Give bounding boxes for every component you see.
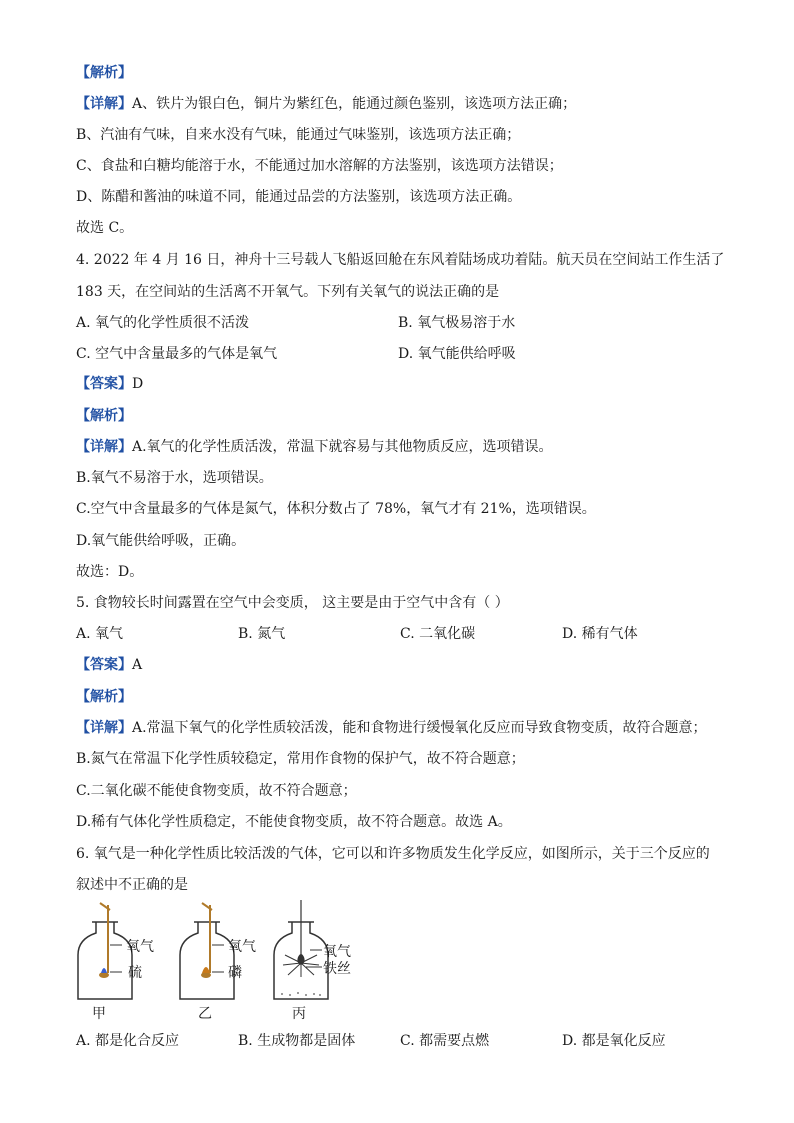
q6-option-c: C. 都需要点燃 <box>400 1033 490 1049</box>
q6-option-a: A. 都是化合反应 <box>76 1033 180 1049</box>
phosphorus-flame <box>202 967 210 973</box>
jia-gas-label: 氧气 <box>126 939 154 955</box>
detail-line: 【详解】A.常温下氧气的化学性质较活泼，能和食物进行缓慢氧化反应而导致食物变质，故符合题意； <box>76 720 707 736</box>
yi-name-label: 乙 <box>198 1006 212 1022</box>
analysis-heading: 【解析】 <box>76 689 132 705</box>
detail-line: D.氧气能供给呼吸，正确。 <box>76 533 246 549</box>
sand-layer <box>281 992 321 996</box>
bing-name-label: 丙 <box>292 1006 306 1022</box>
flask-yi <box>180 922 234 999</box>
answer-line: 【答案】D <box>76 376 144 392</box>
question-4-stem: 4. 2022 年 4 月 16 日，神舟十三号载人飞船返回舱在东风着陆场成功着陆。航天员在空间站工作生活了 <box>76 252 725 268</box>
q6-option-b: B. 生成物都是固体 <box>238 1033 356 1049</box>
q5-option-d: D. 稀有气体 <box>562 626 638 642</box>
yi-substance-label: 磷 <box>228 965 242 981</box>
q6-option-d: D. 都是氧化反应 <box>562 1033 666 1049</box>
q4-option-c: C. 空气中含量最多的气体是氧气 <box>76 346 278 362</box>
detail-line: B、汽油有气味，自来水没有气味，能通过气味鉴别，该选项方法正确； <box>76 127 521 143</box>
detail-line: D.稀有气体化学性质稳定，不能使食物变质，故不符合题意。故选 A。 <box>76 814 512 830</box>
analysis-heading: 【解析】 <box>76 408 132 424</box>
detail-line: C.二氧化碳不能使食物变质，故不符合题意； <box>76 783 357 799</box>
detail-line: B.氮气在常温下化学性质较稳定，常用作食物的保护气，故不符合题意； <box>76 751 525 767</box>
sulfur-flame <box>101 968 107 973</box>
question-4-stem-cont: 183 天，在空间站的生活离不开氧气。下列有关氧气的说法正确的是 <box>76 284 500 300</box>
jia-name-label: 甲 <box>92 1006 106 1022</box>
bing-gas-label: 氧气 <box>323 944 351 960</box>
conclusion-line: 故选：D。 <box>76 564 144 580</box>
q5-option-c: C. 二氧化碳 <box>400 626 476 642</box>
question-5-stem: 5. 食物较长时间露置在空气中会变质， 这主要是由于空气中含有（ ） <box>76 595 509 611</box>
flask-diagram <box>70 895 370 1025</box>
jia-substance-label: 硫 <box>128 965 142 981</box>
detail-line: 【详解】A、铁片为银白色，铜片为紫红色，能通过颜色鉴别，该选项方法正确； <box>76 96 577 112</box>
q5-option-a: A. 氧气 <box>76 626 124 642</box>
detail-line: 【详解】A.氧气的化学性质活泼，常温下就容易与其他物质反应，选项错误。 <box>76 439 553 455</box>
q5-option-b: B. 氮气 <box>238 626 286 642</box>
detail-line: C.空气中含量最多的气体是氮气，体积分数占了 78%，氧气才有 21%，选项错误。 <box>76 501 596 517</box>
q4-option-d: D. 氧气能供给呼吸 <box>398 346 516 362</box>
q4-option-a: A. 氧气的化学性质很不活泼 <box>76 315 250 331</box>
analysis-heading: 【解析】 <box>76 65 132 81</box>
bing-substance-label: 铁丝 <box>323 961 351 977</box>
question-6-stem: 6. 氧气是一种化学性质比较活泼的气体，它可以和许多物质发生化学反应，如图所示，关于三个反应的 <box>76 846 710 862</box>
detail-line: D、陈醋和酱油的味道不同，能通过品尝的方法鉴别，该选项方法正确。 <box>76 189 522 205</box>
detail-line: B.氧气不易溶于水，选项错误。 <box>76 470 273 486</box>
q4-option-b: B. 氧气极易溶于水 <box>398 315 516 331</box>
yi-gas-label: 氧气 <box>228 939 256 955</box>
question-6-stem-cont: 叙述中不正确的是 <box>76 877 188 893</box>
flask-jia <box>78 922 132 999</box>
answer-line: 【答案】A <box>76 657 143 673</box>
detail-line: C、食盐和白糖均能溶于水，不能通过加水溶解的方法鉴别，该选项方法错误； <box>76 158 563 174</box>
conclusion-line: 故选 C。 <box>76 220 134 236</box>
reaction-figure <box>70 895 370 1025</box>
